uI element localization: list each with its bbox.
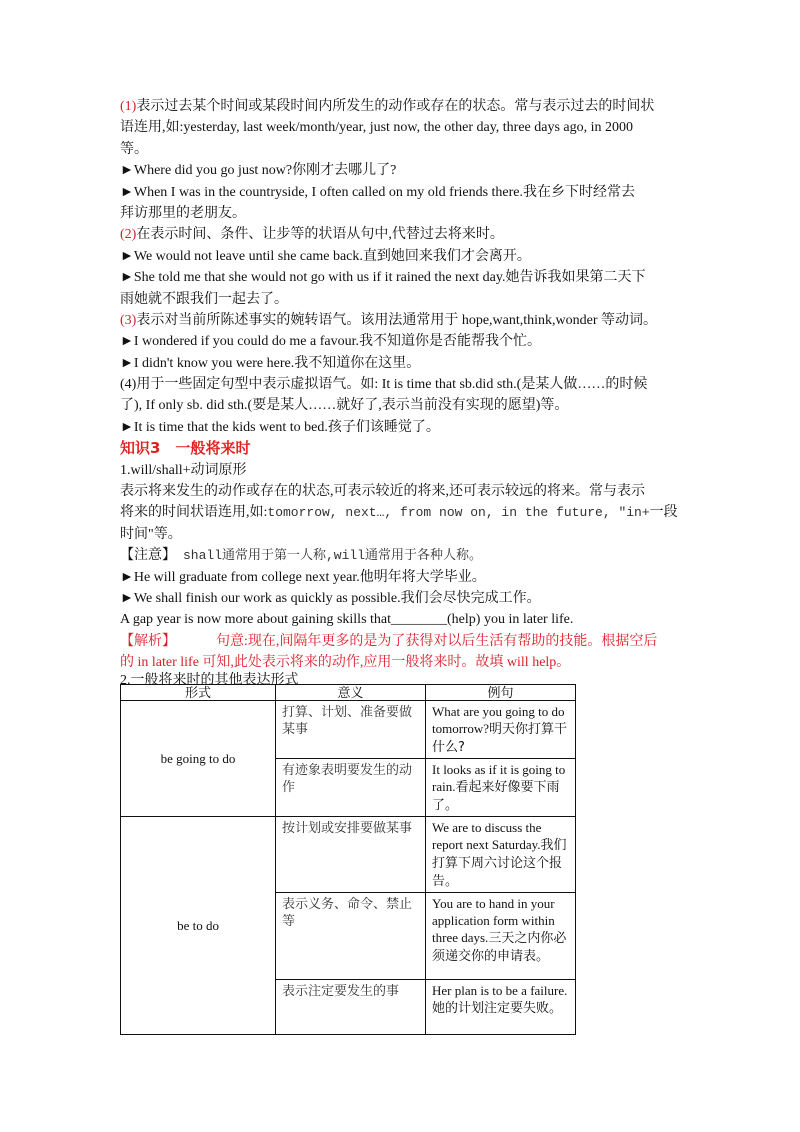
column-header: 意义 (276, 685, 426, 701)
section-heading: 知识3 一般将来时 (120, 439, 251, 458)
paragraph-line (120, 96, 680, 117)
paragraph-line: 语连用,如:yesterday, last week/month/year, just now, the other day, three days ago, in 2000 (120, 120, 634, 136)
meaning-cell: 表示注定要发生的事 (276, 980, 426, 1035)
example-sentence: ►It is time that the kids went to bed.孩子们该睡觉了。 (120, 419, 440, 435)
example-sentence: ►We would not leave until she came back.直到她回来我们才会离开。 (120, 248, 531, 264)
paragraph-line: 了), If only sb. did sth.(要是某人……就好了,表示当前没有实现的愿望)等。 (120, 398, 569, 414)
example-cn: 三天之内你必须递交你的申请表。 (432, 931, 567, 964)
example-sentence: ►He will graduate from college next year.他明年将大学毕业。 (120, 569, 486, 585)
example-sentence: ►We shall finish our work as quickly as possible.我们会尽快完成工作。 (120, 590, 541, 606)
example-sentence: ►When I was in the countryside, I often called on my old friends there.我在乡下时经常去 (120, 184, 636, 200)
line-text: 在表示时间、条件、让步等的状语从句中,代替过去将来时。 (136, 227, 504, 243)
document-body (120, 96, 680, 688)
example-cn: 她的计划注定要失败。 (432, 1001, 563, 1016)
meaning-cell: 有迹象表明要发生的动作 (276, 759, 426, 817)
table-header-row (121, 685, 576, 701)
meaning-cell: 按计划或安排要做某事 (276, 817, 426, 893)
subheading: 2.一般将来时的其他表达形式 (120, 672, 299, 688)
paragraph-line (120, 310, 680, 331)
line-text: tomorrow, next…, from now on, in the future, "in+ (267, 505, 650, 521)
note-label: 【注意】 (120, 548, 176, 564)
example-cell (426, 893, 576, 980)
subheading: 1.will/shall+动词原形 (120, 462, 247, 478)
example-en: We are to discuss the report next Saturday. (432, 820, 542, 852)
example-cell (426, 701, 576, 759)
example-sentence: ►I wondered if you could do me a favour.我不知道你是否能帮我个忙。 (120, 334, 541, 350)
item-number: (1) (120, 99, 137, 114)
note-text: shall通常用于第一人称,will通常用于各种人称。 (183, 548, 483, 564)
form-cell: be to do (121, 817, 276, 1035)
note-line (120, 545, 680, 566)
table-row (121, 817, 576, 893)
meaning-cell: 打算、计划、准备要做某事 (276, 701, 426, 759)
line-text: 将来的时间状语连用,如: (120, 505, 268, 521)
example-cn: 明天你打算干什么? (432, 722, 568, 755)
example-en: Her plan is to be a failure. (432, 983, 568, 998)
form-cell: be going to do (121, 701, 276, 817)
item-number: (2) (120, 227, 137, 243)
example-en: What are you going to do tomorrow? (432, 704, 565, 736)
exercise-question: A gap year is now more about gaining skills that________(help) you in later life. (120, 612, 574, 628)
example-en: It looks as if it is going to rain. (432, 762, 566, 794)
analysis-text: 句意:现在,间隔年更多的是为了获得对以后生活有帮助的技能。根据空后 (216, 633, 658, 649)
example-cell (426, 817, 576, 893)
paragraph-line (120, 502, 680, 523)
line-text: 表示过去某个时间或某段时间内所发生的动作或存在的状态。常与表示过去的时间状 (136, 99, 655, 114)
example-sentence: ►I didn't know you were here.我不知道你在这里。 (120, 355, 421, 371)
paragraph-line: 时间"等。 (120, 526, 182, 542)
analysis-line: 的 in later life 可知,此处表示将来的动作,应用一般将来时。故填 will help。 (120, 655, 571, 671)
table-row (121, 701, 576, 759)
example-en: You are to hand in your application form within three days. (432, 896, 555, 945)
paragraph-line: 拜访那里的老朋友。 (120, 205, 246, 221)
example-sentence: ►She told me that she would not go with us if it rained the next day.她告诉我如果第二天下 (120, 270, 646, 286)
item-number: (3) (120, 312, 137, 328)
paragraph-line (120, 224, 680, 245)
line-text: 表示对当前所陈述事实的婉转语气。该用法通常用于 hope,want,think,wonder 等动词。 (136, 312, 658, 328)
paragraph-line: 等。 (120, 141, 148, 157)
example-cn: 我们打算下周六讨论这个报告。 (432, 838, 567, 889)
column-header: 例句 (426, 685, 576, 701)
example-cn: 看起来好像要下雨了。 (432, 780, 560, 813)
analysis-label: 【解析】 (120, 633, 176, 649)
example-sentence: ►Where did you go just now?你刚才去哪儿了? (120, 163, 397, 179)
analysis-line (120, 631, 680, 652)
column-header: 形式 (121, 685, 276, 701)
meaning-cell: 表示义务、命令、禁止等 (276, 893, 426, 980)
paragraph-line: 表示将来发生的动作或存在的状态,可表示较近的将来,还可表示较远的将来。常与表示 (120, 484, 645, 500)
example-cell (426, 759, 576, 817)
future-forms-table (120, 684, 576, 1035)
example-cell (426, 980, 576, 1035)
paragraph-line: 雨她就不跟我们一起去了。 (120, 291, 288, 307)
paragraph-line: (4)用于一些固定句型中表示虚拟语气。如: It is time that sb.did sth.(是某人做……的时候 (120, 377, 648, 393)
line-text: 一段 (649, 505, 678, 521)
